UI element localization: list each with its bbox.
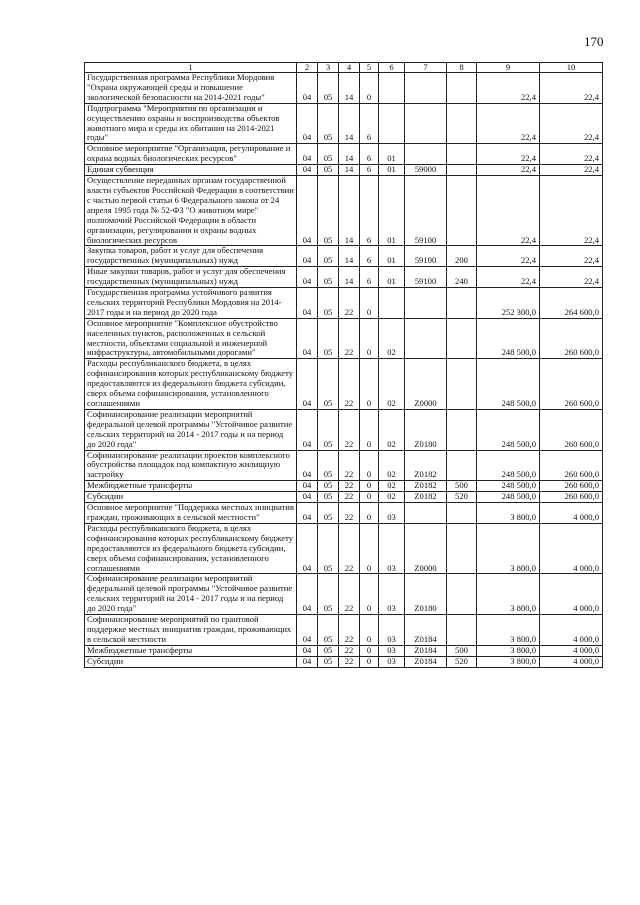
row-cell-c5: 0 xyxy=(360,359,379,410)
row-name-cell: Основное мероприятие "Поддержка местных инициатив граждан, проживающих в сельской местности" xyxy=(85,503,297,524)
row-cell-c6: 02 xyxy=(379,481,405,492)
row-cell-c6: 01 xyxy=(379,267,405,288)
row-name-cell: Софинансирование реализации мероприятий федеральной целевой программы "Устойчивое развитие сельских территорий на 2014 - 2017 годы и на период до 2020 года" xyxy=(85,574,297,615)
row-name-cell: Основное мероприятие "Организация, регулирование и охрана водных биологических ресурсов" xyxy=(85,144,297,165)
row-cell-c10: 260 600,0 xyxy=(540,481,603,492)
table-row xyxy=(85,267,603,288)
row-cell-c8 xyxy=(447,144,477,165)
row-cell-c6: 02 xyxy=(379,409,405,450)
row-cell-c10: 4 000,0 xyxy=(540,574,603,615)
row-cell-c3: 05 xyxy=(318,645,339,656)
row-cell-c5: 0 xyxy=(360,574,379,615)
row-cell-c3: 05 xyxy=(318,359,339,410)
row-cell-c10: 260 600,0 xyxy=(540,492,603,503)
row-cell-c6: 03 xyxy=(379,503,405,524)
row-cell-c7: Z0184 xyxy=(405,615,447,646)
row-cell-c4: 22 xyxy=(339,359,360,410)
row-cell-c3: 05 xyxy=(318,176,339,246)
row-name-cell: Государственная программа устойчивого развития сельских территорий Республики Мордовия на 2014-2017 годы и на период до 2020 года xyxy=(85,288,297,319)
row-cell-c6: 01 xyxy=(379,176,405,246)
header-cell: 3 xyxy=(318,63,339,73)
table-header-row xyxy=(85,63,603,73)
row-name-cell: Межбюджетные трансферты xyxy=(85,481,297,492)
row-cell-c4: 14 xyxy=(339,165,360,176)
row-cell-c8 xyxy=(447,103,477,144)
table-row xyxy=(85,645,603,656)
row-cell-c5: 0 xyxy=(360,73,379,104)
row-cell-c10: 260 600,0 xyxy=(540,318,603,359)
row-cell-c2: 04 xyxy=(297,574,318,615)
row-cell-c4: 14 xyxy=(339,246,360,267)
row-cell-c7: 59100 xyxy=(405,267,447,288)
row-cell-c10: 22,4 xyxy=(540,144,603,165)
row-name-cell: Государственная программа Республики Мордовия "Охрана окружающей среды и повышение экологической безопасности на 2014-2021 годы" xyxy=(85,73,297,104)
row-cell-c10: 4 000,0 xyxy=(540,503,603,524)
row-cell-c8 xyxy=(447,574,477,615)
row-cell-c10: 22,4 xyxy=(540,103,603,144)
row-cell-c2: 04 xyxy=(297,318,318,359)
row-cell-c4: 22 xyxy=(339,503,360,524)
row-cell-c6: 03 xyxy=(379,574,405,615)
row-cell-c7: Z0182 xyxy=(405,492,447,503)
row-cell-c2: 04 xyxy=(297,359,318,410)
row-cell-c10: 22,4 xyxy=(540,73,603,104)
row-cell-c7: Z0180 xyxy=(405,574,447,615)
row-cell-c4: 14 xyxy=(339,176,360,246)
row-cell-c2: 04 xyxy=(297,246,318,267)
row-cell-c5: 6 xyxy=(360,165,379,176)
row-cell-c5: 0 xyxy=(360,450,379,481)
header-cell: 7 xyxy=(405,63,447,73)
table-row xyxy=(85,103,603,144)
row-cell-c4: 22 xyxy=(339,450,360,481)
row-cell-c9: 248 500,0 xyxy=(477,359,540,410)
row-cell-c4: 22 xyxy=(339,409,360,450)
row-cell-c4: 22 xyxy=(339,615,360,646)
row-cell-c7 xyxy=(405,73,447,104)
row-cell-c2: 04 xyxy=(297,288,318,319)
table-row xyxy=(85,492,603,503)
row-cell-c3: 05 xyxy=(318,73,339,104)
row-cell-c2: 04 xyxy=(297,176,318,246)
row-cell-c6: 02 xyxy=(379,450,405,481)
row-cell-c5: 0 xyxy=(360,318,379,359)
row-cell-c4: 22 xyxy=(339,492,360,503)
row-cell-c10: 4 000,0 xyxy=(540,615,603,646)
row-cell-c8: 500 xyxy=(447,645,477,656)
row-cell-c3: 05 xyxy=(318,492,339,503)
row-cell-c3: 05 xyxy=(318,615,339,646)
table-row xyxy=(85,318,603,359)
row-cell-c8 xyxy=(447,359,477,410)
row-cell-c9: 3 800,0 xyxy=(477,503,540,524)
row-cell-c10: 260 600,0 xyxy=(540,409,603,450)
row-cell-c9: 3 800,0 xyxy=(477,574,540,615)
row-cell-c7: Z0184 xyxy=(405,656,447,667)
row-cell-c8 xyxy=(447,450,477,481)
table-row xyxy=(85,176,603,246)
row-cell-c9: 22,4 xyxy=(477,73,540,104)
row-cell-c9: 22,4 xyxy=(477,176,540,246)
row-cell-c7: 59000 xyxy=(405,165,447,176)
row-cell-c4: 22 xyxy=(339,645,360,656)
row-cell-c6: 01 xyxy=(379,165,405,176)
row-cell-c7: Z0000 xyxy=(405,359,447,410)
row-cell-c9: 248 500,0 xyxy=(477,409,540,450)
row-cell-c6: 03 xyxy=(379,645,405,656)
row-cell-c9: 3 800,0 xyxy=(477,615,540,646)
row-cell-c4: 14 xyxy=(339,103,360,144)
row-cell-c10: 4 000,0 xyxy=(540,645,603,656)
row-cell-c6: 01 xyxy=(379,246,405,267)
row-cell-c10: 4 000,0 xyxy=(540,656,603,667)
row-cell-c6: 03 xyxy=(379,656,405,667)
row-cell-c6 xyxy=(379,73,405,104)
row-cell-c3: 05 xyxy=(318,246,339,267)
row-cell-c2: 04 xyxy=(297,165,318,176)
row-cell-c5: 6 xyxy=(360,176,379,246)
table-row xyxy=(85,409,603,450)
table-row xyxy=(85,246,603,267)
row-cell-c2: 04 xyxy=(297,492,318,503)
row-cell-c9: 3 800,0 xyxy=(477,656,540,667)
row-cell-c3: 05 xyxy=(318,165,339,176)
row-cell-c9: 3 800,0 xyxy=(477,523,540,574)
row-cell-c3: 05 xyxy=(318,523,339,574)
row-cell-c7 xyxy=(405,144,447,165)
row-cell-c8: 200 xyxy=(447,246,477,267)
table-row xyxy=(85,450,603,481)
row-cell-c6 xyxy=(379,103,405,144)
row-cell-c2: 04 xyxy=(297,656,318,667)
table-row xyxy=(85,503,603,524)
row-cell-c8 xyxy=(447,409,477,450)
row-cell-c9: 22,4 xyxy=(477,144,540,165)
row-cell-c2: 04 xyxy=(297,267,318,288)
row-cell-c9: 3 800,0 xyxy=(477,645,540,656)
table-row xyxy=(85,288,603,319)
row-cell-c7: Z0184 xyxy=(405,645,447,656)
row-name-cell: Софинансирование мероприятий по грантовой поддержке местных инициатив граждан, проживающих в сельской местности xyxy=(85,615,297,646)
row-name-cell: Межбюджетные трансферты xyxy=(85,645,297,656)
row-cell-c9: 248 500,0 xyxy=(477,481,540,492)
row-cell-c9: 248 500,0 xyxy=(477,318,540,359)
header-cell: 9 xyxy=(477,63,540,73)
row-cell-c2: 04 xyxy=(297,450,318,481)
row-cell-c7 xyxy=(405,318,447,359)
row-cell-c3: 05 xyxy=(318,656,339,667)
row-cell-c5: 6 xyxy=(360,267,379,288)
table-row xyxy=(85,615,603,646)
row-name-cell: Софинансирование реализации мероприятий федеральной целевой программы "Устойчивое развитие сельских территорий на 2014 - 2017 годы и на период до 2020 года" xyxy=(85,409,297,450)
row-cell-c3: 05 xyxy=(318,144,339,165)
row-cell-c8 xyxy=(447,288,477,319)
header-cell: 4 xyxy=(339,63,360,73)
row-cell-c8 xyxy=(447,176,477,246)
row-cell-c7 xyxy=(405,288,447,319)
row-cell-c9: 252 300,0 xyxy=(477,288,540,319)
row-cell-c10: 22,4 xyxy=(540,246,603,267)
row-name-cell: Софинансирование реализации проектов комплексного обустройства площадок под компактную жилищную застройку xyxy=(85,450,297,481)
row-cell-c4: 22 xyxy=(339,318,360,359)
row-cell-c4: 14 xyxy=(339,73,360,104)
row-name-cell: Подпрограмма "Мероприятия по организации и осуществлению охраны и воспроизводства объектов животного мира и среды их обитания на 2014-2021 годы" xyxy=(85,103,297,144)
row-cell-c4: 22 xyxy=(339,481,360,492)
row-cell-c7: Z0000 xyxy=(405,523,447,574)
row-cell-c5: 0 xyxy=(360,645,379,656)
row-cell-c5: 6 xyxy=(360,246,379,267)
row-cell-c3: 05 xyxy=(318,409,339,450)
row-cell-c9: 248 500,0 xyxy=(477,450,540,481)
row-cell-c5: 6 xyxy=(360,103,379,144)
row-cell-c7: Z0182 xyxy=(405,481,447,492)
row-cell-c5: 0 xyxy=(360,615,379,646)
row-cell-c2: 04 xyxy=(297,409,318,450)
header-cell: 2 xyxy=(297,63,318,73)
row-cell-c3: 05 xyxy=(318,318,339,359)
row-cell-c6: 02 xyxy=(379,318,405,359)
row-cell-c7 xyxy=(405,103,447,144)
row-name-cell: Субсидии xyxy=(85,656,297,667)
header-cell: 6 xyxy=(379,63,405,73)
row-cell-c9: 22,4 xyxy=(477,103,540,144)
row-name-cell: Иные закупки товаров, работ и услуг для обеспечения государственных (муниципальных) нужд xyxy=(85,267,297,288)
table-row xyxy=(85,574,603,615)
header-cell: 5 xyxy=(360,63,379,73)
row-cell-c2: 04 xyxy=(297,103,318,144)
row-cell-c10: 22,4 xyxy=(540,165,603,176)
row-cell-c5: 6 xyxy=(360,144,379,165)
row-cell-c3: 05 xyxy=(318,267,339,288)
row-cell-c3: 05 xyxy=(318,574,339,615)
row-cell-c3: 05 xyxy=(318,450,339,481)
row-cell-c6: 03 xyxy=(379,615,405,646)
row-cell-c9: 248 500,0 xyxy=(477,492,540,503)
row-cell-c2: 04 xyxy=(297,503,318,524)
row-cell-c8 xyxy=(447,318,477,359)
row-cell-c10: 4 000,0 xyxy=(540,523,603,574)
row-cell-c4: 22 xyxy=(339,574,360,615)
row-cell-c3: 05 xyxy=(318,503,339,524)
row-cell-c9: 22,4 xyxy=(477,165,540,176)
row-cell-c5: 0 xyxy=(360,492,379,503)
row-cell-c6: 02 xyxy=(379,492,405,503)
row-cell-c2: 04 xyxy=(297,73,318,104)
row-cell-c5: 0 xyxy=(360,503,379,524)
row-cell-c8: 520 xyxy=(447,492,477,503)
header-cell: 1 xyxy=(85,63,297,73)
row-cell-c10: 260 600,0 xyxy=(540,359,603,410)
table-row xyxy=(85,144,603,165)
row-cell-c8: 520 xyxy=(447,656,477,667)
row-cell-c10: 264 600,0 xyxy=(540,288,603,319)
row-cell-c10: 22,4 xyxy=(540,176,603,246)
row-cell-c5: 0 xyxy=(360,481,379,492)
row-cell-c5: 0 xyxy=(360,409,379,450)
row-cell-c7: Z0182 xyxy=(405,450,447,481)
row-cell-c9: 22,4 xyxy=(477,246,540,267)
table-row xyxy=(85,73,603,104)
row-name-cell: Осуществление переданных органам государственной власти субъектов Российской Федерации в соответствии с частью первой статьи 6 Федерального закона от 24 апреля 1995 года № 52-ФЗ "О животном мире" полномочий Российской Федерации в области организации, регулирования и охраны водных биологических ресурсов xyxy=(85,176,297,246)
row-name-cell: Субсидии xyxy=(85,492,297,503)
row-name-cell: Расходы республиканского бюджета, в целях софинансирования которых республиканскому бюджету предоставляются из федерального бюджета субсидии, сверх объема софинансирования, установленного соглашениями xyxy=(85,523,297,574)
table-row xyxy=(85,481,603,492)
row-cell-c6: 02 xyxy=(379,359,405,410)
table-row xyxy=(85,523,603,574)
row-cell-c4: 14 xyxy=(339,267,360,288)
row-name-cell: Основное мероприятие "Комплексное обустройство населенных пунктов, расположенных в сельской местности, объектами социальной и инженерной инфраструктуры, автомобильными дорогами" xyxy=(85,318,297,359)
table-row xyxy=(85,165,603,176)
row-cell-c8 xyxy=(447,165,477,176)
row-cell-c8 xyxy=(447,73,477,104)
row-cell-c10: 260 600,0 xyxy=(540,450,603,481)
row-cell-c9: 22,4 xyxy=(477,267,540,288)
row-cell-c8: 240 xyxy=(447,267,477,288)
header-cell: 8 xyxy=(447,63,477,73)
row-cell-c6: 03 xyxy=(379,523,405,574)
row-cell-c7: 59100 xyxy=(405,176,447,246)
row-cell-c2: 04 xyxy=(297,645,318,656)
row-cell-c4: 22 xyxy=(339,656,360,667)
budget-table xyxy=(84,62,603,668)
row-cell-c8 xyxy=(447,523,477,574)
row-cell-c2: 04 xyxy=(297,144,318,165)
row-cell-c8 xyxy=(447,503,477,524)
row-cell-c3: 05 xyxy=(318,481,339,492)
row-cell-c2: 04 xyxy=(297,481,318,492)
row-cell-c7 xyxy=(405,503,447,524)
row-cell-c4: 22 xyxy=(339,523,360,574)
row-cell-c2: 04 xyxy=(297,615,318,646)
row-name-cell: Расходы республиканского бюджета, в целях софинансирования которых республиканскому бюджету предоставляются из федерального бюджета субсидии, сверх объема софинансирования, установленного соглашениями xyxy=(85,359,297,410)
row-name-cell: Единая субвенция xyxy=(85,165,297,176)
row-cell-c2: 04 xyxy=(297,523,318,574)
row-cell-c5: 0 xyxy=(360,523,379,574)
row-cell-c7: Z0180 xyxy=(405,409,447,450)
row-cell-c7: 59100 xyxy=(405,246,447,267)
row-cell-c3: 05 xyxy=(318,103,339,144)
row-cell-c6: 01 xyxy=(379,144,405,165)
row-cell-c8 xyxy=(447,615,477,646)
page-number: 170 xyxy=(584,34,604,49)
table-row xyxy=(85,359,603,410)
row-cell-c3: 05 xyxy=(318,288,339,319)
row-cell-c10: 22,4 xyxy=(540,267,603,288)
row-cell-c4: 22 xyxy=(339,288,360,319)
table-row xyxy=(85,656,603,667)
row-cell-c4: 14 xyxy=(339,144,360,165)
row-cell-c5: 0 xyxy=(360,288,379,319)
header-cell: 10 xyxy=(540,63,603,73)
row-cell-c6 xyxy=(379,288,405,319)
row-cell-c8: 500 xyxy=(447,481,477,492)
row-cell-c5: 0 xyxy=(360,656,379,667)
row-name-cell: Закупка товаров, работ и услуг для обеспечения государственных (муниципальных) нужд xyxy=(85,246,297,267)
